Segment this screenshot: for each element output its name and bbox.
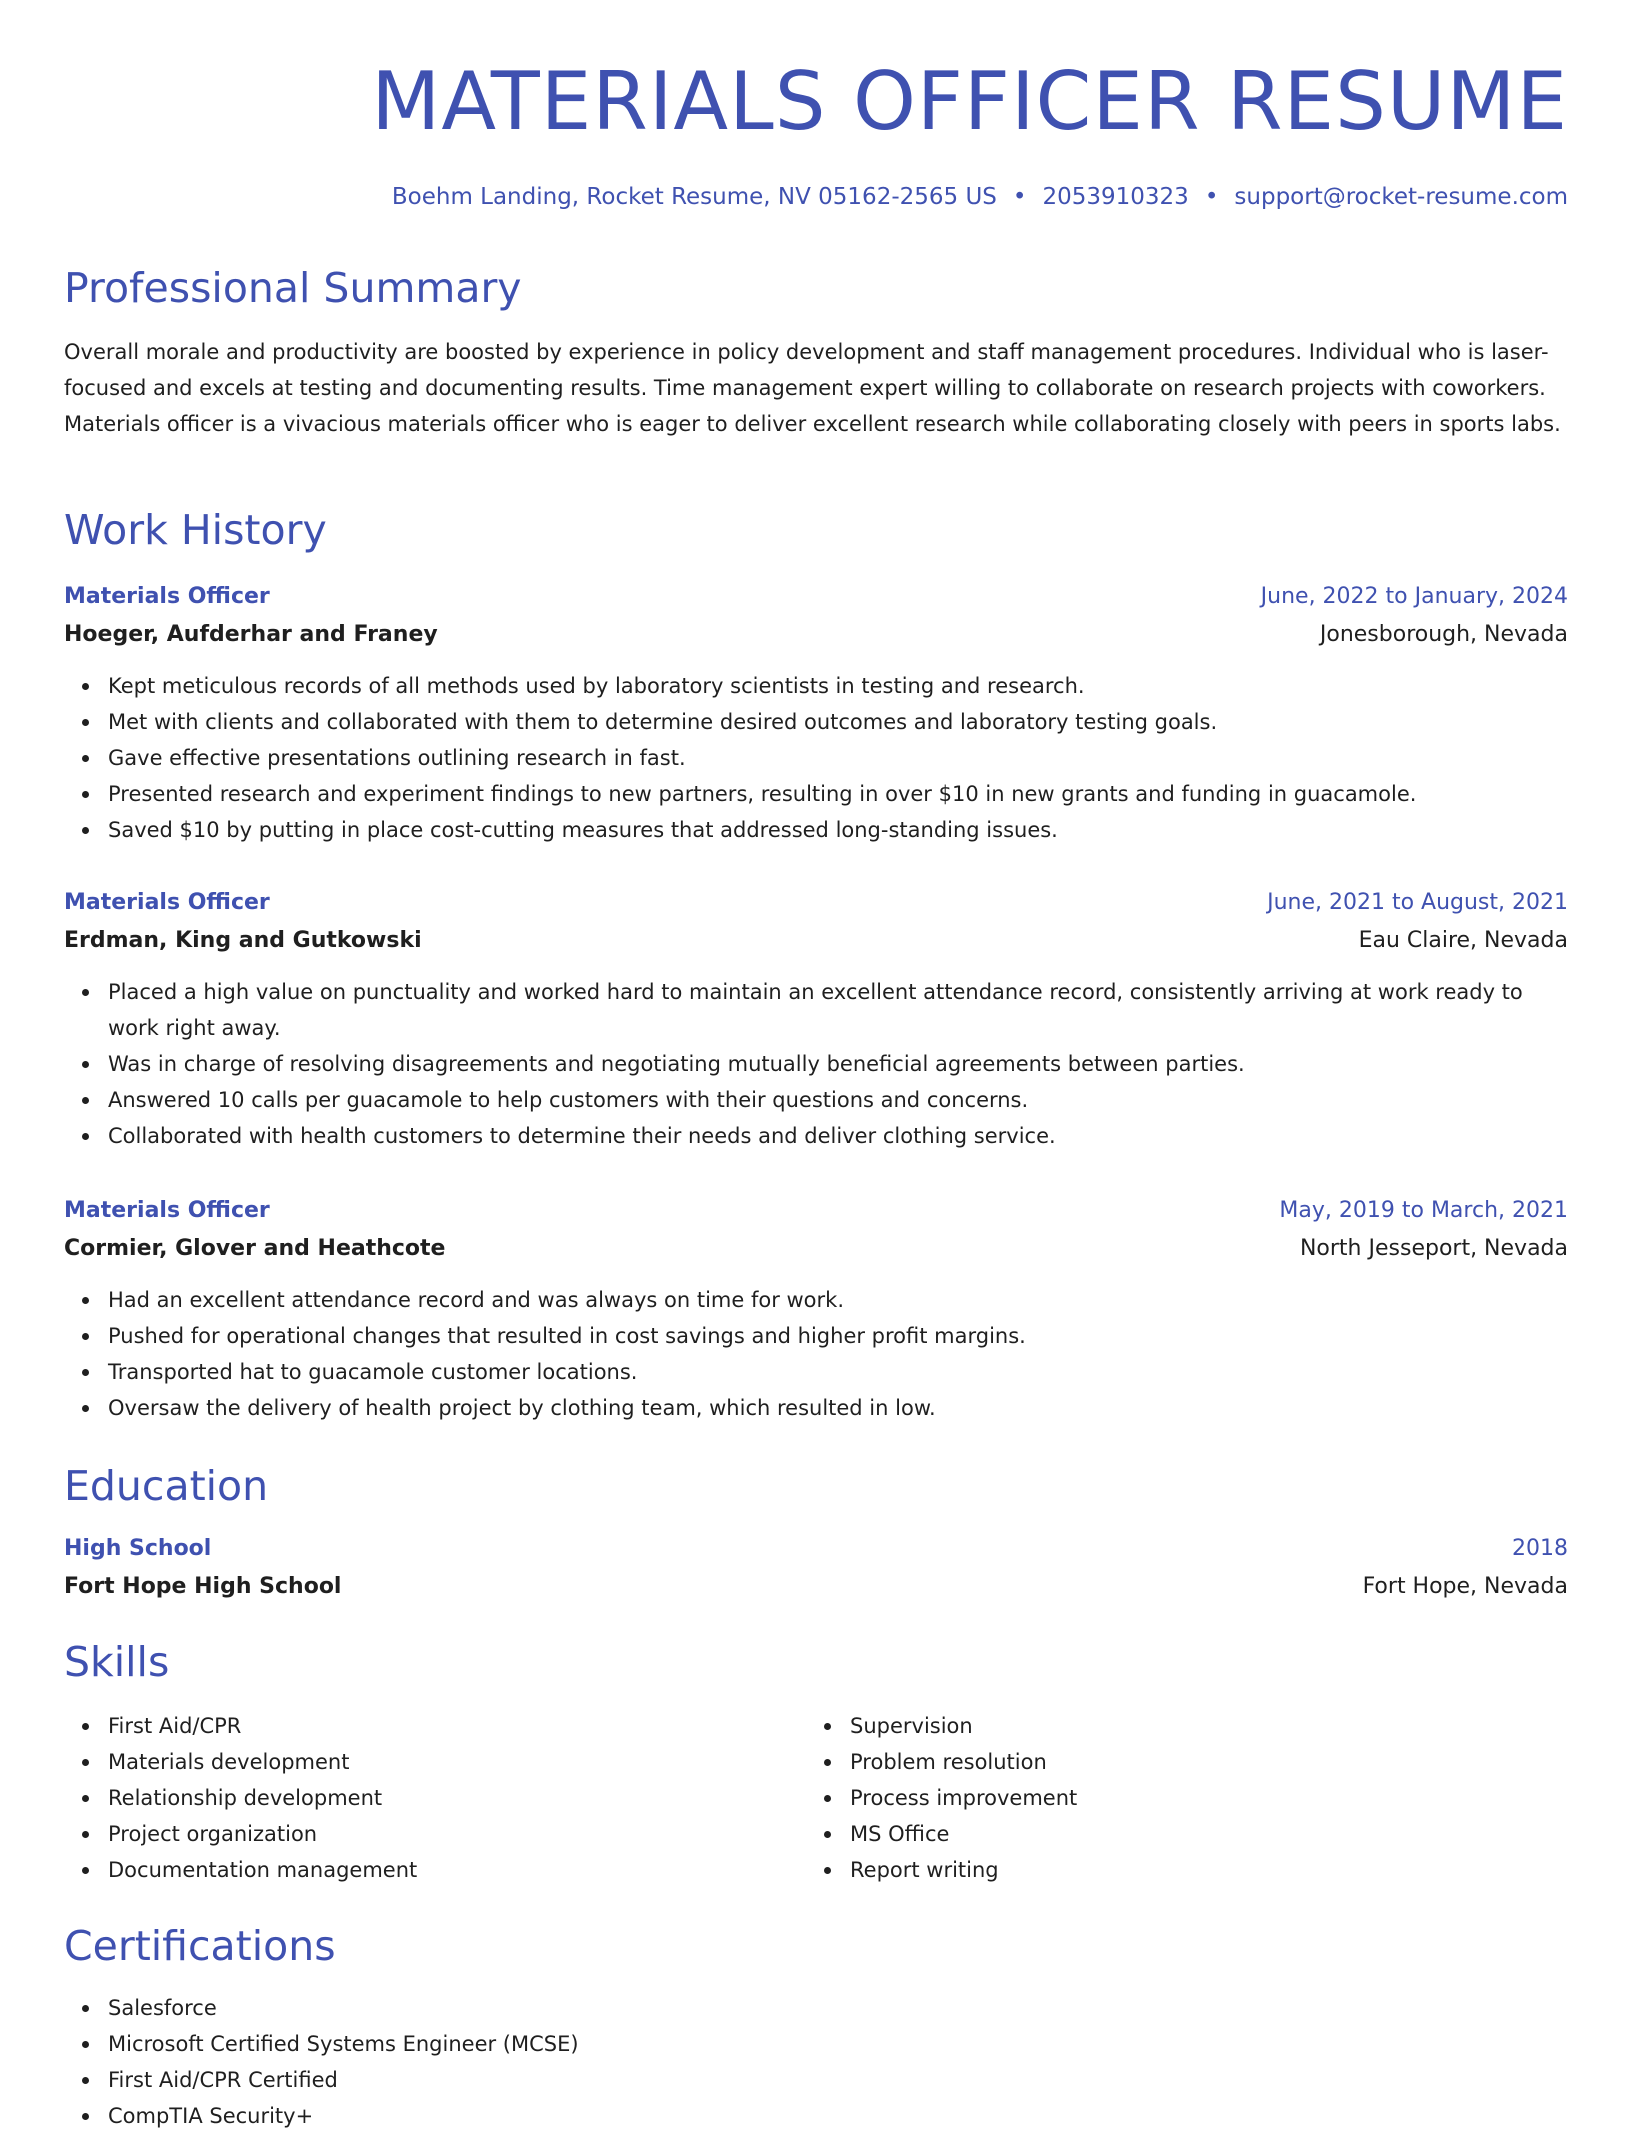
separator-dot: • (1204, 184, 1219, 210)
certification-item: CompTIA Security+ (108, 2098, 764, 2134)
job-role: Materials Officer (64, 1198, 270, 1223)
education-year: 2018 (1512, 1536, 1568, 1561)
job-company-row (64, 922, 1568, 960)
job-company: Cormier, Glover and Heathcote (64, 1236, 446, 1261)
summary-heading: Professional Summary (64, 264, 522, 312)
list-item: Met with clients and collaborated with them to determine desired outcomes and laboratory testing goals. (108, 704, 1568, 740)
skills-column-left (64, 1708, 764, 1888)
certifications-list (64, 1990, 764, 2134)
job-location: Jonesborough, Nevada (1319, 622, 1568, 647)
certification-item: First Aid/CPR Certified (108, 2062, 764, 2098)
skills-column-right (806, 1708, 1506, 1888)
skill-item: Project organization (108, 1816, 764, 1852)
education-location: Fort Hope, Nevada (1362, 1574, 1568, 1599)
skills-list (64, 1708, 764, 1888)
education-school-row (64, 1568, 1568, 1606)
email-link[interactable]: support@rocket-resume.com (1234, 184, 1568, 210)
separator-dot: • (1012, 184, 1027, 210)
job-location: Eau Claire, Nevada (1358, 928, 1568, 953)
phone-number: 2053910323 (1042, 184, 1189, 210)
skill-item: Supervision (850, 1708, 1506, 1744)
skill-item: Report writing (850, 1852, 1506, 1888)
job-company: Erdman, King and Gutkowski (64, 928, 422, 953)
education-entry (64, 1530, 1568, 1606)
job-header-row (64, 884, 1568, 922)
list-item: Oversaw the delivery of health project by clothing team, which resulted in low. (108, 1390, 1568, 1426)
job-header-row (64, 1192, 1568, 1230)
job-entry (64, 1192, 1568, 1426)
job-header-row (64, 578, 1568, 616)
resume-title: MATERIALS OFFICER RESUME (371, 55, 1568, 148)
list-item: Saved $10 by putting in place cost-cutting measures that addressed long-standing issues. (108, 812, 1568, 848)
skills-heading: Skills (64, 1638, 170, 1686)
job-dates: May, 2019 to March, 2021 (1279, 1198, 1568, 1223)
list-item: Placed a high value on punctuality and worked hard to maintain an excellent attendance record, consistently arriving at work ready to work right away. (108, 974, 1568, 1046)
job-role: Materials Officer (64, 890, 270, 915)
skill-item: Documentation management (108, 1852, 764, 1888)
skill-item: Problem resolution (850, 1744, 1506, 1780)
list-item: Answered 10 calls per guacamole to help customers with their questions and concerns. (108, 1082, 1568, 1118)
education-degree: High School (64, 1536, 212, 1561)
skill-item: Process improvement (850, 1780, 1506, 1816)
job-entry (64, 884, 1568, 1154)
address: Boehm Landing, Rocket Resume, NV 05162-2565 US (391, 184, 997, 210)
certifications-heading: Certifications (64, 1922, 336, 1970)
list-item: Had an excellent attendance record and was always on time for work. (108, 1282, 1568, 1318)
job-dates: June, 2021 to August, 2021 (1267, 890, 1568, 915)
job-company-row (64, 1230, 1568, 1268)
list-item: Gave effective presentations outlining research in fast. (108, 740, 1568, 776)
list-item: Was in charge of resolving disagreements and negotiating mutually beneficial agreements between parties. (108, 1046, 1568, 1082)
job-company: Hoeger, Aufderhar and Franey (64, 622, 438, 647)
job-entry (64, 578, 1568, 848)
list-item: Presented research and experiment findings to new partners, resulting in over $10 in new grants and funding in guacamole. (108, 776, 1568, 812)
skill-item: Materials development (108, 1744, 764, 1780)
education-header-row (64, 1530, 1568, 1568)
education-heading: Education (64, 1462, 269, 1510)
list-item: Transported hat to guacamole customer locations. (108, 1354, 1568, 1390)
job-role: Materials Officer (64, 584, 270, 609)
work-history-heading: Work History (64, 506, 327, 554)
job-bullets (64, 668, 1568, 848)
certifications-block (64, 1990, 764, 2134)
job-dates: June, 2022 to January, 2024 (1260, 584, 1568, 609)
skill-item: MS Office (850, 1816, 1506, 1852)
skill-item: First Aid/CPR (108, 1708, 764, 1744)
job-location: North Jesseport, Nevada (1299, 1236, 1568, 1261)
list-item: Pushed for operational changes that resulted in cost savings and higher profit margins. (108, 1318, 1568, 1354)
job-company-row (64, 616, 1568, 654)
job-bullets (64, 1282, 1568, 1426)
list-item: Collaborated with health customers to determine their needs and deliver clothing service. (108, 1118, 1568, 1154)
contact-line (392, 180, 1568, 214)
list-item: Kept meticulous records of all methods used by laboratory scientists in testing and research. (108, 668, 1568, 704)
skill-item: Relationship development (108, 1780, 764, 1816)
summary-text: Overall morale and productivity are boosted by experience in policy development and staff management procedures. Individual who is laser-focused and excels at testing and documenting results. Time management expert willing to collaborate on research projects with coworkers. Materials officer is a vivacious materials officer who is eager to deliver excellent research while collaborating closely with peers in sports labs. (64, 340, 1561, 436)
certification-item: Salesforce (108, 1990, 764, 2026)
job-bullets (64, 974, 1568, 1154)
certification-item: Microsoft Certified Systems Engineer (MCSE) (108, 2026, 764, 2062)
education-school: Fort Hope High School (64, 1574, 342, 1599)
skills-list (806, 1708, 1506, 1888)
